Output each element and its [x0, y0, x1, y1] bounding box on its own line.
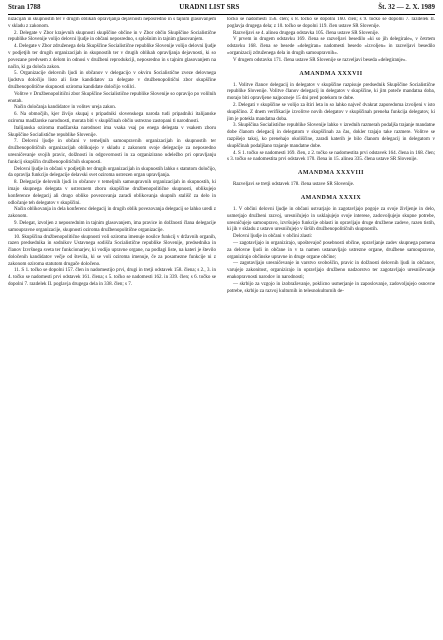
publication-title: URADNI LIST SRS	[179, 3, 240, 11]
page-header	[8, 3, 435, 13]
paragraph: Razveljavi se tretji odstavek 178. člena ustave SR Slovenije.	[233, 182, 355, 188]
paragraph: — zagotavljajo uresničevanje in varstvo svoboščin, pravic in dolžnosti delovnih ljudi in občanov, varujejo zakonitost, organizirajo in opravljajo družbeno nadzorstvo ter zagotavljajo uresničevanje enakopravnosti narodov in narodnosti;	[227, 261, 435, 280]
paragraph: Volitve v Družbenopolitični zbor Skupščine Socialistične republike Slovenije so opravijo po volilnih enotah.	[8, 91, 216, 104]
paragraph: 9. Delegat, izvoljen z neposrednim in tajnim glasovanjem, ima pravice in dolžnosti člana delegacije samoupravne organizacije, skupnosti oziroma družbenopolitične organizacije.	[8, 220, 216, 233]
paragraph: Način oblikovanja in dela konferenc delegacij in drugih oblik povezovanja delegacij se lahko uredi z zakonom.	[8, 207, 216, 220]
paragraph: 1. V občini delovni ljudje in občani ustvarjajo in zagotavljajo pogoje za svoje življenje in delo, usmerjajo družbeni razvoj, uresničujejo in usklajujejo svoje interese, zadovoljujejo skupne potrebe, uresničujejo samoupravo, izvršujejo funkcije oblasti in opravljajo druge družbene zadeve, razen tistih, ki jih v skladu z ustavo uresničujejo v širših družbenopolitičnih skupnostih.	[227, 206, 435, 233]
paragraph: Razveljavi se 4. alinea drugega odstavka 105. člena ustave SR Slovenije.	[233, 30, 379, 36]
right-column	[227, 17, 435, 638]
paragraph: 10. Skupščina družbenopolitične skupnosti voli oziroma imenuje nosilce funkcij v državnih organih, razen predsednika in sodnikov Ustavnega sodišča Socialistične republike Slovenije, predsednika in članov Izvršnega sveta ter funkcionarjev, ki vodijo upravne organe, na podlagi liste, na kateri je število določenih kandidatov večje od števila, ki se voli oziroma imenuje, če za posamezne funkcije ni z zakonom oziroma statutom drugače določeno.	[8, 234, 216, 267]
amendment-heading: AMANDMA XXXVII	[299, 70, 363, 77]
paragraph: Način določanja kandidatov in volitev ureja zakon.	[14, 105, 117, 111]
amendment-heading: AMANDMA XXXIX	[300, 194, 362, 201]
paragraph: 8. Delegacije delovnih ljudi in občanov v temeljnih samoupravnih organizacijah in skupnostih, ki imajo skupnega delegata v ustreznem zboru skupščine družbenopolitične skupnosti, oblikujejo konference delegacij ali drugo obliko povezovanja zaradi oblikovanja skupnih stališč za delo in odločanje teh delegatov v skupščini.	[8, 180, 216, 206]
paragraph: točko se nadomesti 156. člen; s 8. točko se dopolni 160. člen; s 9. točko se dopolni 7. razdelek II. poglavja drugega dela; z 10. točko se dopolni 119. člen ustave SR Slovenije.	[227, 17, 435, 29]
paragraph: V prvem in drugem odstavku 169. člena se razveljavi besedilo »ki so jih delegirale«, v četrtem odstavku 168. člena se besede »delegiran« nadomesti besedo »izvoljen« in razveljavi besedilo »organizacij združenega dela in drugih samoupravnih«.	[227, 37, 435, 56]
paragraph: 5. Organizacije delovnih ljudi in občanov v delegacijo v okviru Socialistične zveze delovnega ljudstva določijo listo ali liste kandidatov za delegate v družbenopolitični zbor skupščine družbenopolitične skupnosti oziroma kandidate določijo volilci.	[8, 71, 216, 90]
amendment-heading: AMANDMA XXXVIII	[298, 170, 364, 177]
paragraph: 11. S 1. točko se dopolni 157. člen in nadomestijo prvi, drugi in tretji odstavek 158. člena; s 2., 3. in 4. točko se nadomesti prvi odstavek 161. člena; s 5. točko se nadomesti 162. in 339. člen; s 6. točko se dopolni 7. razdelek II. poglavja drugega dela in 338. člen; s 7.	[8, 268, 216, 288]
header-rule	[8, 14, 435, 15]
paragraph: 4. Delegate v Zbor združenega dela Skupščine Socialistične republike Slovenije volijo delovni ljudje v podjetjih ter drugih organizacijah in skupnostih ter v drugih oblikah opravljanja dejavnosti, ki so povezane predvsem z delom in odnosi v družbeni reprodukciji, neposredno in s tajnim glasovanjem na način, ki ga določa zakon.	[8, 44, 216, 70]
paragraph: — skrbijo za vzgojo in izobraževanje, poklicno usmerjanje in zaposlovanje, zadovoljujejo osnovne potrebe, skrbijo za razvoj kulturnih in telesnokulturnih de-	[227, 281, 435, 294]
paragraph: Delovni ljudje in občani v podjetjih ter drugih organizacijah in skupnostih lahko s statutom določijo, da opravlja funkcijo delegacije delavski svet oziroma ustrezen organ upravljanja.	[8, 166, 216, 179]
paragraph: 4. S 1. točko se nadomesti 169. člen, z 2. točko se nadomestita prvi odstavek 164. člena in 168. člen; s 3. točko se nadomestita prvi odstavek 170. člena in 15. alinea 335. člena ustave SR Slovenije.	[227, 150, 435, 163]
paragraph: Delovni ljudje in občani v občini zlasti:	[233, 234, 313, 240]
issue-date: Št. 32 — 2. X. 1989	[378, 3, 435, 11]
paragraph: — zagotavljajo in organizirajo, upoštevajoč posebnosti občine, opravljanje zadev skupnega pomena za delovne ljudi in občane in v ta namen ustanavljajo ustrezne organe, družbene samoupravne, organizirajo občinske upravne in druge organe občine;	[227, 240, 435, 260]
paragraph: 3. Skupščina Socialistične republike Slovenije lahko v izrednih razmerah podaljša trajanje mandatne dobe članom delegacij in delegatom v skupščinah za čas, dokler trajajo take razmere. Volitve se razpišejo takoj, ko prenehajo okoliščine, zaradi katerih je bilo članom delegacij in delegatom v skupščinah podaljšano trajanje mandatne dobe.	[227, 123, 435, 149]
page-number: Stran 1788	[8, 3, 41, 11]
paragraph: 2. Delegati v skupščine se volijo za štiri leta in so lahko največ dvakrat zaporedoma izvoljeni v isto skupščino. Z dnem verifikacije izvolitve novih delegatov v skupščinah preneha funkcija delegatov, ki jim je potekla mandatna doba.	[227, 102, 435, 122]
paragraph: 1. Volitve članov delegacij in delegatov v skupščine razpisuje predsednik Skupščine Socialistične republike Slovenije. Volitve članov delegacij in delegatov v skupščine, ki jim poteče mandatna doba, morajo biti opravljene najpozneje 15 dni pred potekom te dobe.	[227, 82, 435, 102]
text-columns	[8, 17, 435, 638]
paragraph: 6. Na območjih, kjer živijo skupaj s pripadniki slovenskega naroda tudi pripadniki italijanske oziroma madžarske narodnosti, morata biti v skupščinah občin ustrezno zastopani ti narodnosti.	[8, 112, 216, 124]
paragraph: V drugem odstavku 171. člena ustave SR Slovenije se razveljavi beseda »delegiranje«.	[233, 57, 407, 63]
paragraph: 2. Delegate v Zbor krajevnih skupnosti skupščine občine in v Zbor občin Skupščine Socialistične republike Slovenije volijo delovni ljudje in občani neposredno, s splošnim in tajnim glasovanjem.	[8, 30, 216, 43]
paragraph: 7. Delovni ljudje in občani v temeljnih samoupravnih organizacijah in skupnostih ter družbenopolitičnih organizacijah oblikujejo v skladu z zakonom svoje delegacije za neposredno uresničevanje svojih pravic, dolžnosti in odgovornosti in za organizirano udeležbo pri opravljanju funkcij skupščin družbenopolitičnih skupnosti.	[8, 139, 216, 165]
paragraph: nizacijah in skupnostih ter v drugih oblikah opravljanja dejavnosti neposredno in s tajnim glasovanjem v skladu z zakonom.	[8, 17, 216, 29]
left-column	[8, 17, 216, 638]
paragraph: Italijanska oziroma madžarska narodnost ima vsaka vsaj po enega delegata v vsakem zboru Skupščine Socialistične republike Slovenije.	[8, 125, 216, 138]
